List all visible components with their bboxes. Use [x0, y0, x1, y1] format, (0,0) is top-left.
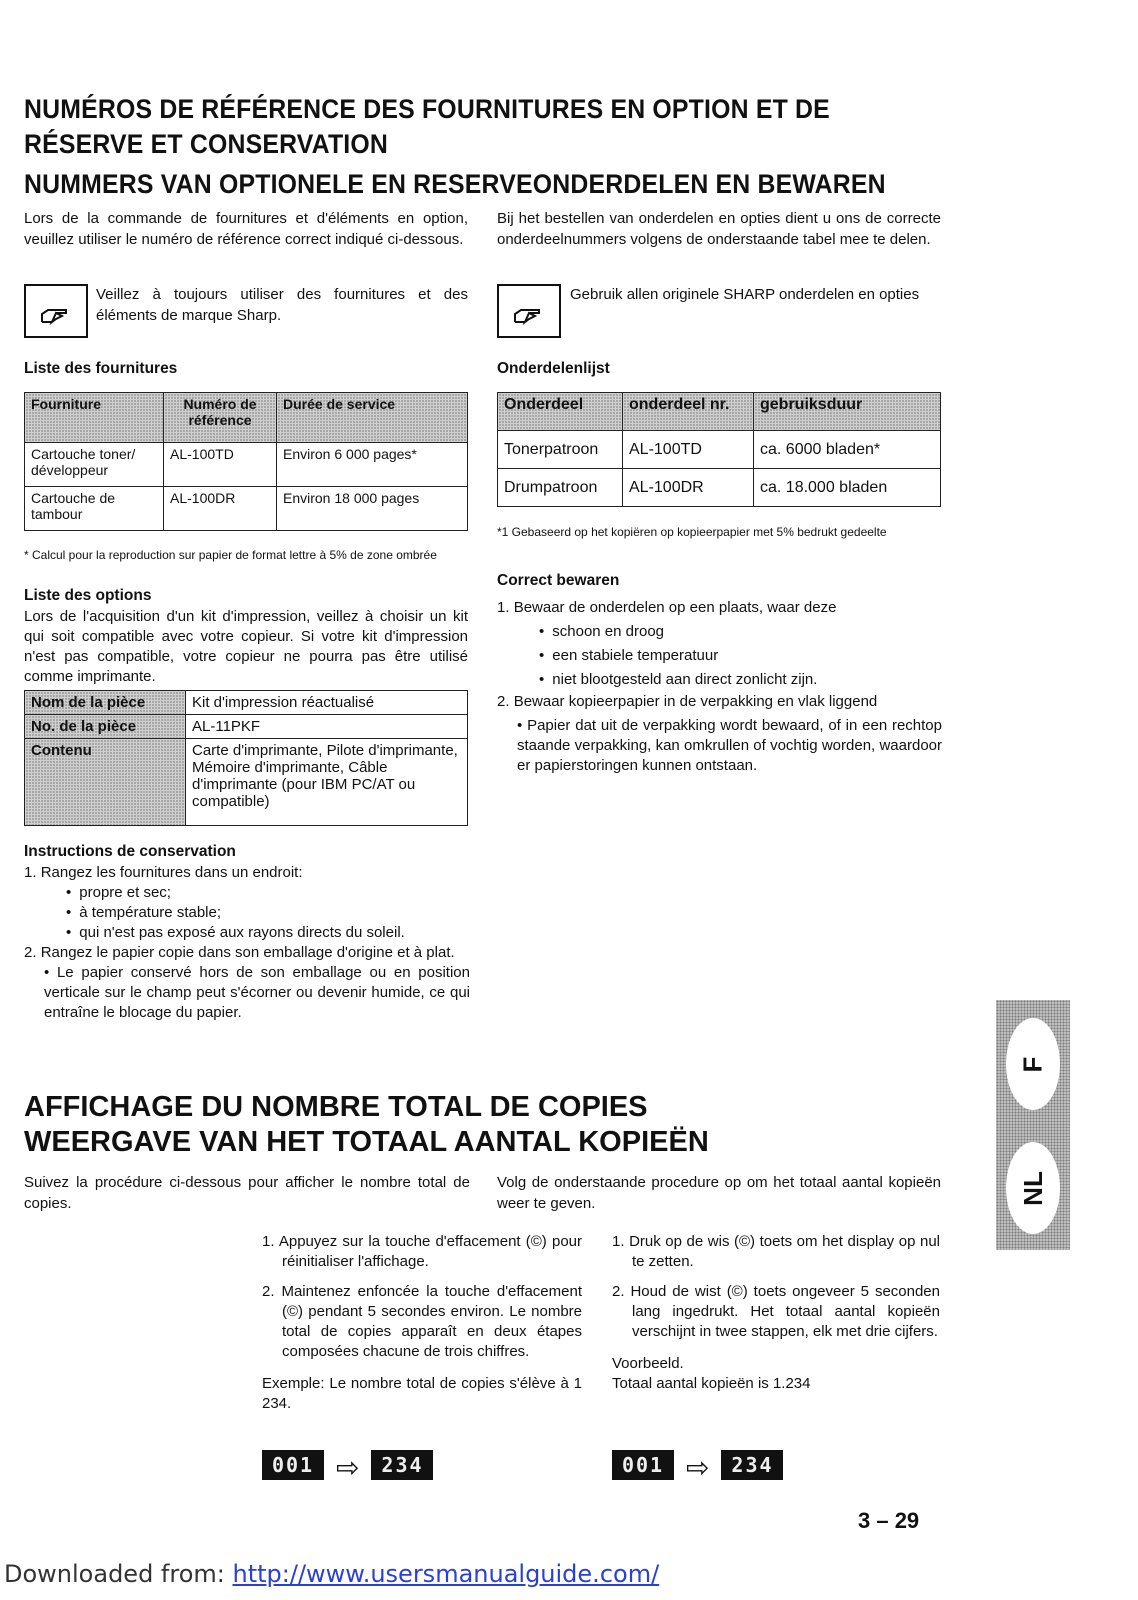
table-cell: Environ 18 000 pages	[277, 487, 468, 531]
fr-storage-heading: Instructions de conservation	[24, 843, 236, 860]
table-header: onderdeel nr.	[623, 393, 754, 431]
list-item: • schoon en droog	[539, 620, 942, 644]
table-row	[498, 431, 941, 469]
nl-storage-2-bullet: Papier dat uit de verpakking wordt bewaard, of in een rechtop staande verpakking, kan omkrullen of vochtig worden, waardoor er papierstoringen kunnen ontstaan.	[517, 717, 942, 774]
table-row	[25, 487, 468, 531]
table-cell: AL-100DR	[623, 469, 754, 507]
table-cell: Contenu	[25, 739, 186, 826]
lcd-display-first: 001	[612, 1450, 674, 1480]
table-row	[25, 739, 468, 826]
table-row	[25, 443, 468, 487]
arrow-right-icon: ⇨	[336, 1451, 360, 1483]
language-tab-f: F	[1006, 1018, 1060, 1110]
table-header: gebruiksduur	[754, 393, 941, 431]
table-row	[498, 469, 941, 507]
table-cell: Carte d'imprimante, Pilote d'imprimante, Mémoire d'imprimante, Câble d'imprimante (pour IBM PC/AT ou compatible)	[186, 739, 468, 826]
fr-storage-list: 1. Rangez les fournitures dans un endroit: • propre et sec; • à température stable; • qui n'est pas exposé aux rayons directs du soleil. 2. Rangez le papier copie dans son emballage d'origine et à plat. • Le papier conservé hors de son emballage ou en position verticale sur le champ peut s'écorner ou devenir humide, ce qui entraîne le blocage du papier.	[24, 863, 470, 1023]
fr-copies-steps: 1. Appuyez sur la touche d'effacement (©) pour réinitialiser l'affichage. 2. Maintenez enfoncée la touche d'effacement (©) pendant 5 secondes environ. Le nombre total de copies apparaît en deux étapes composées chacune de trois chiffres. Exemple: Le nombre total de copies s'élève à 1 234.	[262, 1233, 582, 1412]
fr-options-table	[24, 690, 468, 826]
table-header: Fourniture	[25, 393, 164, 443]
nl-storage-2: Bewaar kopieerpapier in de verpakking en vlak liggend	[513, 693, 878, 710]
fr-title-line1: NUMÉROS DE RÉFÉRENCE DES FOURNITURES EN OPTION ET DE	[24, 94, 830, 124]
fr-supplies-table	[24, 392, 468, 531]
lcd-display-second: 234	[371, 1450, 433, 1480]
table-cell: AL-100TD	[164, 443, 277, 487]
list-item: • een stabiele temperatuur	[539, 644, 942, 668]
footer-download	[4, 1560, 659, 1588]
fr-copies-heading: AFFICHAGE DU NOMBRE TOTAL DE COPIES	[24, 1091, 648, 1123]
fr-display-example	[262, 1450, 433, 1483]
table-cell: Cartouche de tambour	[25, 487, 164, 531]
arrow-right-icon: ⇨	[686, 1451, 710, 1483]
nl-copies-steps: 1. Druk op de wis (©) toets om het display op nul te zetten. 2. Houd de wist (©) toets ongeveer 5 seconden lang ingedrukt. Het totaal aantal kopieën verschijnt in twee stappen, elk met drie cijfers. Voorbeeld. Totaal aantal kopieën is 1.234	[612, 1233, 940, 1392]
nl-storage-list: 1. Bewaar de onderdelen op een plaats, waar deze • schoon en droog • een stabiele temperatuur • niet blootgesteld aan direct zonlicht zijn. 2. Bewaar kopieerpapier in de verpakking en vlak liggend • Papier dat uit de verpakking wordt bewaard, of in een rechtop staande verpakking, kan omkrullen of vochtig worden, waardoor er papierstoringen kunnen ontstaan.	[497, 596, 942, 776]
list-item: • propre et sec;	[66, 883, 470, 903]
footer-prefix: Downloaded from:	[4, 1560, 233, 1588]
fr-note: Veillez à toujours utiliser des fournitures et des éléments de marque Sharp.	[96, 286, 468, 324]
page-number: 3 – 29	[858, 1508, 920, 1533]
fr-footnote: * Calcul pour la reproduction sur papier de format lettre à 5% de zone ombrée	[24, 548, 437, 562]
language-side-tab	[996, 1000, 1070, 1250]
table-cell: Drumpatroon	[498, 469, 623, 507]
table-cell: AL-11PKF	[186, 715, 468, 739]
table-cell: Tonerpatroon	[498, 431, 623, 469]
list-item: • niet blootgesteld aan direct zonlicht zijn.	[539, 668, 942, 692]
fr-intro: Lors de la commande de fournitures et d'éléments en option, veuillez utiliser le numéro de référence correct indiqué ci-dessous.	[24, 210, 468, 248]
nl-example-label: Voorbeeld.	[612, 1355, 684, 1372]
nl-title: NUMMERS VAN OPTIONELE EN RESERVEONDERDELEN EN BEWAREN	[24, 169, 886, 199]
nl-example: Totaal aantal kopieën is 1.234	[612, 1375, 811, 1392]
nl-copies-intro: Volg de onderstaande procedure op om het totaal aantal kopieën weer te geven.	[497, 1174, 941, 1212]
table-cell: AL-100DR	[164, 487, 277, 531]
fr-storage-2: Rangez le papier copie dans son emballage d'origine et à plat.	[40, 944, 455, 961]
language-tab-nl: NL	[1006, 1142, 1060, 1234]
table-row	[25, 715, 468, 739]
table-cell: ca. 6000 bladen*	[754, 431, 941, 469]
nl-storage-1: Bewaar de onderdelen op een plaats, waar deze	[513, 599, 837, 616]
pointing-hand-icon	[24, 284, 88, 338]
fr-options-heading: Liste des options	[24, 587, 152, 604]
table-cell: No. de la pièce	[25, 715, 186, 739]
fr-storage-1: Rangez les fournitures dans un endroit:	[40, 864, 303, 881]
nl-intro: Bij het bestellen van onderdelen en opties dient u ons de correcte onderdeelnummers volgens de onderstaande tabel mee te delen.	[497, 210, 941, 248]
nl-copies-heading: WEERGAVE VAN HET TOTAAL AANTAL KOPIEËN	[24, 1126, 709, 1158]
nl-note: Gebruik allen originele SHARP onderdelen en opties	[570, 286, 920, 303]
lcd-display-first: 001	[262, 1450, 324, 1480]
fr-step-2: Maintenez enfoncée la touche d'effacement (©) pendant 5 secondes environ. Le nombre total de copies apparaît en deux étapes composées chacune de trois chiffres.	[281, 1283, 582, 1360]
nl-storage-heading: Correct bewaren	[497, 572, 620, 589]
table-row	[25, 691, 468, 715]
fr-example: Exemple: Le nombre total de copies s'élève à 1 234.	[262, 1375, 582, 1412]
nl-step-1: Druk op de wis (©) toets om het display op nul te zetten.	[629, 1233, 940, 1270]
table-header: Durée de service	[277, 393, 468, 443]
fr-supplies-heading: Liste des fournitures	[24, 360, 178, 377]
list-item: • à température stable;	[66, 903, 470, 923]
nl-step-2: Houd de wist (©) toets ongeveer 5 seconden lang ingedrukt. Het totaal aantal kopieën verschijnt in twee stappen, elk met drie cijfers.	[630, 1283, 940, 1340]
table-cell: Environ 6 000 pages*	[277, 443, 468, 487]
nl-footnote: *1 Gebaseerd op het kopiëren op kopieerpapier met 5% bedrukt gedeelte	[497, 525, 887, 539]
list-item: • qui n'est pas exposé aux rayons directs du soleil.	[66, 923, 470, 943]
fr-title-line2: RÉSERVE ET CONSERVATION	[24, 129, 389, 159]
pointing-hand-icon	[497, 284, 561, 338]
table-cell: Kit d'impression réactualisé	[186, 691, 468, 715]
footer-link[interactable]: http://www.usersmanualguide.com/	[232, 1560, 660, 1588]
table-cell: Nom de la pièce	[25, 691, 186, 715]
fr-options-text: Lors de l'acquisition d'un kit d'impression, veillez à choisir un kit qui soit compatible avec votre copieur. Si votre kit d'impression n'est pas compatible, votre copieur ne pourra pas être utilisé comme imprimante.	[24, 608, 468, 685]
lcd-display-second: 234	[721, 1450, 783, 1480]
table-header: Onderdeel	[498, 393, 623, 431]
nl-parts-heading: Onderdelenlijst	[497, 360, 610, 377]
table-cell: ca. 18.000 bladen	[754, 469, 941, 507]
fr-storage-2-bullet: Le papier conservé hors de son emballage ou en position verticale sur le champ peut s'écorner ou devenir humide, ce qui entraîne le blocage du papier.	[44, 964, 470, 1021]
table-header: Numéro de référence	[164, 393, 277, 443]
nl-display-example	[612, 1450, 783, 1483]
table-cell: AL-100TD	[623, 431, 754, 469]
table-cell: Cartouche toner/ développeur	[25, 443, 164, 487]
fr-step-1: Appuyez sur la touche d'effacement (©) pour réinitialiser l'affichage.	[278, 1233, 582, 1270]
fr-copies-intro: Suivez la procédure ci-dessous pour afficher le nombre total de copies.	[24, 1174, 470, 1212]
nl-parts-table	[497, 392, 941, 507]
